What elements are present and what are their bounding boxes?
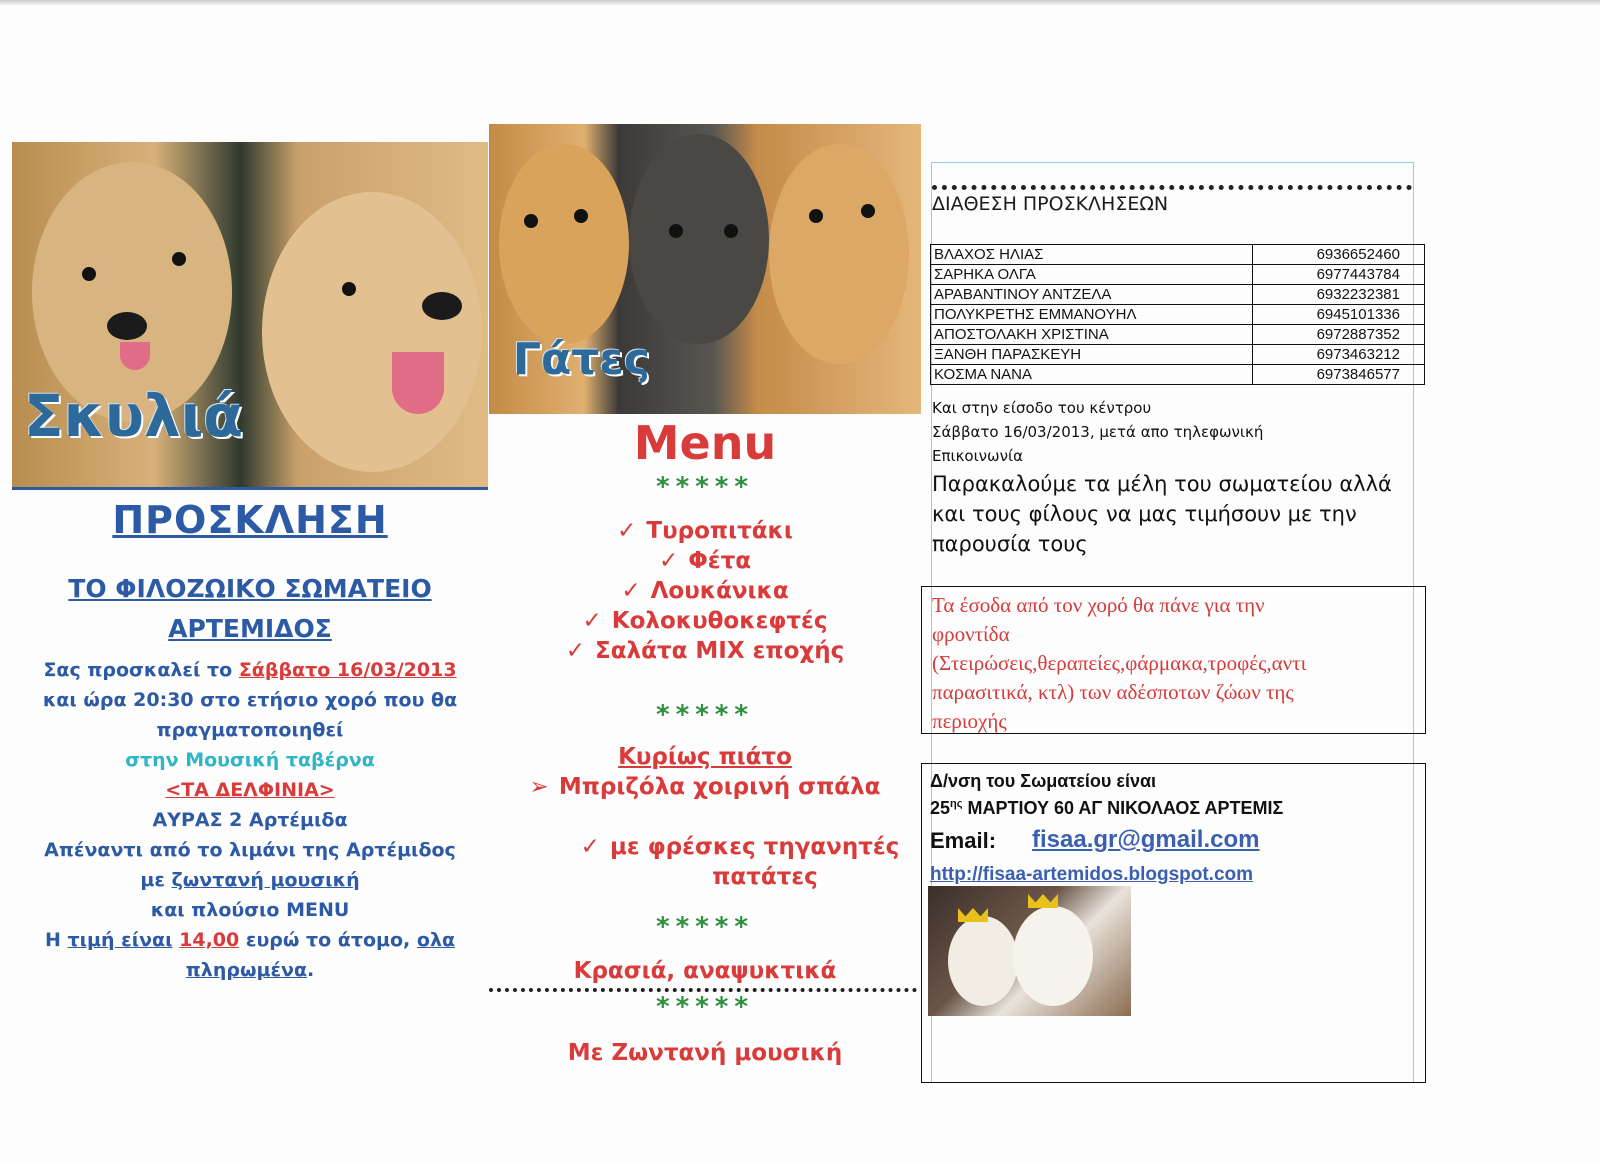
crown-icon <box>1028 894 1058 908</box>
menu-item-4 <box>489 608 921 634</box>
proceeds-text <box>932 591 1422 736</box>
paid-line <box>12 959 488 981</box>
divider-line <box>12 487 488 490</box>
street-number: 25 <box>930 798 951 818</box>
side-dish-label: με φρέσκες τηγανητές <box>609 834 900 860</box>
contact-phone: 6977443784 <box>1253 265 1425 285</box>
arrow-icon: ➢ <box>529 774 549 800</box>
contact-name: ΠΟΛΥΚΡΕΤΗΣ ΕΜΜΑΝΟΥΗΛ <box>931 305 1253 325</box>
menu-item-label: Σαλάτα ΜΙΧ εποχής <box>595 638 845 664</box>
menu-item-label: Λουκάνικα <box>650 578 789 604</box>
cats-caption: Γάτες <box>513 334 650 385</box>
street-line: ΑΥΡΑΣ 2 Αρτέμιδα <box>152 809 348 831</box>
contact-phone: 6936652460 <box>1253 245 1425 265</box>
main-course-heading: Κυρίως πιάτο <box>618 744 792 770</box>
contact-name: ΣΑΡΗΚΑ ΟΛΓΑ <box>931 265 1253 285</box>
price-all: ολα <box>416 929 456 951</box>
check-icon: ✓ <box>582 608 602 634</box>
stars-divider-3: ***** <box>656 912 754 942</box>
price-label: τιμή είναι <box>67 929 173 951</box>
check-icon: ✓ <box>580 834 600 860</box>
stars-divider-2: ***** <box>656 700 754 730</box>
email-label: Email: <box>930 828 997 853</box>
drinks-line: Κρασιά, αναψυκτικά <box>573 958 837 984</box>
main-dish-label: Μπριζόλα χοιρινή σπάλα <box>558 774 881 800</box>
contact-name: ΑΡΑΒΑΝΤΙΝΟΥ ΑΝΤΖΕΛΑ <box>931 285 1253 305</box>
email-line <box>930 828 996 854</box>
contact-phone: 6973463212 <box>1253 345 1425 365</box>
contact-phone: 6932232381 <box>1253 285 1425 305</box>
invitation-title: ΠΡΟΣΚΛΗΣΗ <box>112 498 388 542</box>
stars-divider-1: ***** <box>656 472 754 502</box>
white-dog-left <box>948 916 1018 1006</box>
contact-name: ΒΛΑΧΟΣ ΗΛΙΑΣ <box>931 245 1253 265</box>
opposite-line: Απέναντι από το λιμάνι της Αρτέμιδος <box>44 839 456 861</box>
live-music-text: ζωντανή μουσική <box>171 869 360 891</box>
menu-item-3 <box>489 578 921 604</box>
blog-link[interactable]: http://fisaa-artemidos.blogspot.com <box>930 864 1254 885</box>
address-heading: Δ/νση του Σωματείου είναι <box>930 771 1157 791</box>
price-prefix: Η <box>44 929 68 951</box>
price-value: 14,00 <box>179 929 240 951</box>
menu-item-5 <box>489 638 921 664</box>
stars-divider-4: ***** <box>656 992 754 1022</box>
appeal-line3: παρουσία τους <box>932 532 1088 556</box>
table-row <box>931 305 1425 325</box>
dogs-photo <box>12 142 488 487</box>
time-line: και ώρα 20:30 στο ετήσιο χορό που θα <box>42 689 458 711</box>
dogs-caption: Σκυλιά <box>24 382 244 450</box>
kitten-middle <box>629 134 769 344</box>
table-row <box>931 365 1425 385</box>
price-end: . <box>307 959 315 981</box>
price-line <box>12 929 488 951</box>
menu-item-1 <box>489 518 921 544</box>
proceeds-line: παρασιτικά, κτλ) των αδέσποτων ζώων της <box>932 680 1294 704</box>
distribution-title: ΔΙΑΘΕΣΗ ΠΡΟΣΚΛΗΣΕΩΝ <box>932 193 1169 215</box>
entrance-note: Και στην είσοδο του κέντρου <box>932 399 1152 417</box>
dotted-separator <box>932 185 1412 190</box>
contact-word: Επικοινωνία <box>932 447 1023 465</box>
price-paid: πληρωμένα <box>185 959 308 981</box>
menu-item-label: Φέτα <box>688 548 752 574</box>
live-music-line <box>12 869 488 891</box>
live-music-footer: Με Ζωντανή μουσική <box>567 1040 843 1066</box>
crowned-dogs-photo <box>928 886 1131 1016</box>
contacts-table <box>930 244 1425 385</box>
with-prefix: με <box>140 869 172 891</box>
invites-line <box>12 659 488 681</box>
email-link[interactable]: fisaa.gr@gmail.com <box>1032 826 1260 853</box>
check-icon: ✓ <box>617 518 637 544</box>
contact-name: ΚΟΣΜΑ ΝΑΝΑ <box>931 365 1253 385</box>
proceeds-line: περιοχής <box>932 709 1007 733</box>
menu-item-2 <box>489 548 921 574</box>
check-icon: ✓ <box>658 548 679 574</box>
street-name: ΜΑΡΤΙΟΥ 60 ΑΓ ΝΙΚΟΛΑΟΣ ΑΡΤΕΜΙΣ <box>962 798 1284 818</box>
price-middle: ευρώ το άτομο, <box>239 929 417 951</box>
main-dish <box>489 774 921 800</box>
rich-menu-line: και πλούσιο MENU <box>150 899 350 921</box>
puppy-right <box>262 192 482 472</box>
event-date: Σάββατο 16/03/2013 <box>238 659 457 681</box>
invites-prefix: Σας προσκαλεί το <box>43 659 239 681</box>
table-row <box>931 265 1425 285</box>
proceeds-line: φροντίδα <box>932 622 1010 646</box>
table-row <box>931 325 1425 345</box>
contact-name: ΑΠΟΣΤΟΛΑΚΗ ΧΡΙΣΤΙΝΑ <box>931 325 1253 345</box>
appeal-line1: Παρακαλούμε τα μέλη του σωματείου αλλά <box>932 472 1392 496</box>
scan-edge <box>0 0 1600 6</box>
contact-phone: 6945101336 <box>1253 305 1425 325</box>
side-dish-line1 <box>560 834 920 860</box>
address-street <box>930 798 1283 819</box>
check-icon: ✓ <box>565 638 586 664</box>
contact-phone: 6973846577 <box>1253 365 1425 385</box>
check-icon: ✓ <box>621 578 641 604</box>
table-row <box>931 245 1425 265</box>
cats-photo <box>489 124 921 414</box>
venue-name: <ΤΑ ΔΕΛΦΙΝΙΑ> <box>165 779 335 801</box>
date-note: Σάββατο 16/03/2013, μετά απο τηλεφωνική <box>932 423 1264 441</box>
club-name-line2: ΑΡΤΕΜΙΔΟΣ <box>168 614 332 643</box>
contact-phone: 6972887352 <box>1253 325 1425 345</box>
menu-item-label: Κολοκυθοκεφτές <box>611 608 828 634</box>
proceeds-line: Τα έσοδα από τον χορό θα πάνε για την <box>932 593 1265 617</box>
held-line: πραγματοποιηθεί <box>156 719 344 741</box>
crown-icon <box>958 908 988 922</box>
menu-title: Menu <box>633 416 777 470</box>
kitten-right <box>769 144 909 364</box>
venue-type: στην Μουσική ταβέρνα <box>125 749 375 771</box>
ordinal-suffix: ης <box>950 798 963 810</box>
guide-line-top <box>931 162 1414 163</box>
proceeds-line: (Στειρώσεις,θεραπείες,φάρμακα,τροφές,αντι <box>932 651 1307 675</box>
contact-name: ΞΑΝΘΗ ΠΑΡΑΣΚΕΥΗ <box>931 345 1253 365</box>
table-row <box>931 285 1425 305</box>
appeal-line2: και τους φίλους να μας τιμήσουν με την <box>932 502 1357 526</box>
white-dog-right <box>1013 906 1093 1006</box>
club-name-line1: ΤΟ ΦΙΛΟΖΩΙΚΟ ΣΩΜΑΤΕΙΟ <box>68 574 432 603</box>
kitten-left <box>499 144 629 344</box>
side-dish-line2: πατάτες <box>712 864 818 890</box>
menu-item-label: Τυροπιτάκι <box>646 518 793 544</box>
table-row <box>931 345 1425 365</box>
